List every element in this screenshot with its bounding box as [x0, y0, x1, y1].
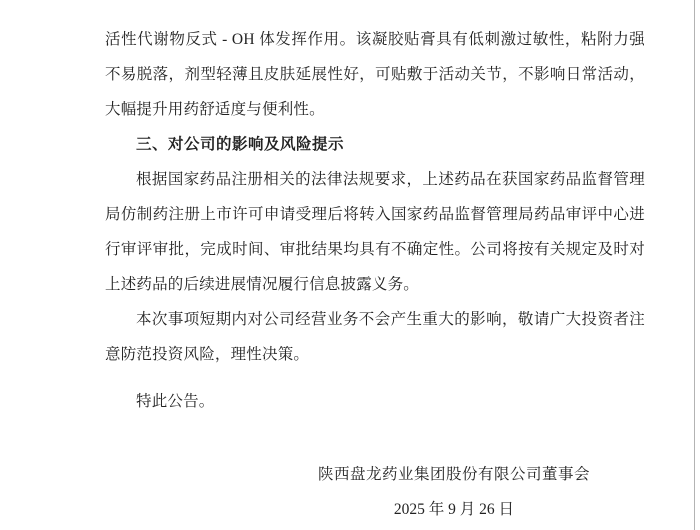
closing-statement: 特此公告。	[136, 393, 215, 410]
paragraph-gel-description: 活性代谢物反式 - OH 体发挥作用。该凝胶贴膏具有低刺激过敏性，粘附力强不易脱落，剂型轻薄且皮肤延展性好，可贴敷于活动关节，不影响日常活动，大幅提升用药舒适度与便利性。	[105, 31, 645, 118]
signer-board-name: 陕西盘龙药业集团股份有限公司董事会	[317, 466, 590, 483]
signature-inner	[318, 457, 590, 527]
paragraph-regulatory-approval: 根据国家药品注册相关的法律法规要求，上述药品在获国家药品监督管理局仿制药注册上市许可申请受理后将转入国家药品监督管理局药品审评中心进行审评审批，完成时间、审批结果均具有不确定性。公司将按有关规定及时对上述药品的后续进展情况履行信息披露义务。	[105, 171, 645, 293]
section-heading-company-impact-risk: 三、对公司的影响及风险提示	[136, 136, 345, 153]
signature-block	[105, 457, 645, 527]
page-right-edge-divider	[694, 0, 695, 530]
signature-date: 2025 年 9 月 26 日	[393, 501, 515, 518]
paragraph-business-impact: 本次事项短期内对公司经营业务不会产生重大的影响，敬请广大投资者注意防范投资风险，理性决策。	[105, 311, 645, 363]
